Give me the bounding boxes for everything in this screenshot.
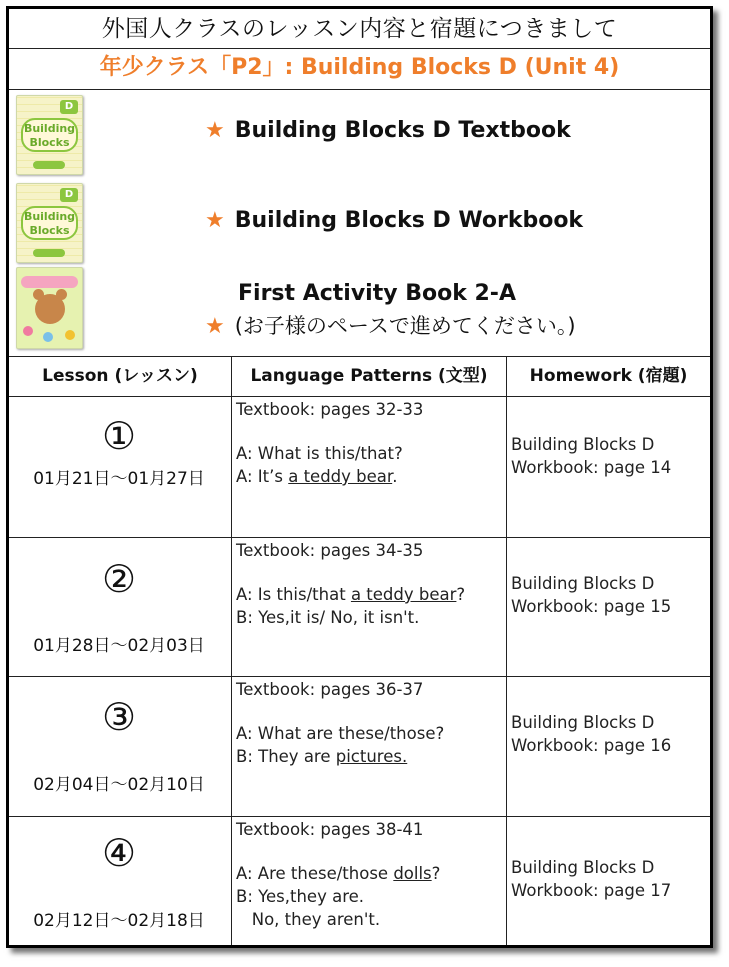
divider [9, 89, 710, 90]
cover-logo: Building Blocks [21, 118, 78, 152]
flower-icon [43, 332, 53, 342]
cover-badge [33, 249, 65, 257]
table-header-border [9, 396, 710, 397]
textbook-pages: Textbook: pages 32-33 [236, 400, 424, 419]
pattern-line: A: Are these/those [236, 864, 394, 883]
star-icon: ★ [205, 208, 225, 233]
pattern-line: A: What are these/those? [236, 724, 445, 743]
star-icon: ★ [205, 314, 225, 339]
handout-frame [6, 6, 713, 948]
building-blocks-workbook-cover [16, 183, 83, 263]
first-activity-book-cover [16, 267, 83, 349]
homework-book: Building Blocks D [511, 435, 655, 454]
column-divider [506, 356, 507, 945]
header-lesson: Lesson (レッスン) [42, 366, 198, 386]
column-divider [231, 356, 232, 945]
book-item-textbook [205, 118, 571, 143]
cover-tab: D [60, 188, 78, 202]
table-row-border [9, 676, 710, 677]
pattern-line: B: They are [236, 747, 336, 766]
lesson-number: ② [101, 557, 137, 601]
teddy-bear-icon [35, 294, 65, 324]
homework-cell [511, 856, 671, 902]
flower-icon [23, 326, 33, 336]
homework-book: Building Blocks D [511, 574, 655, 593]
pattern-underlined: dolls [393, 864, 432, 883]
lesson-date: 02月04日〜02月10日 [33, 775, 205, 795]
table-row-border [9, 816, 710, 817]
book-item-activity [205, 281, 576, 340]
lesson-date: 01月21日〜01月27日 [33, 469, 205, 489]
textbook-pages: Textbook: pages 34-35 [236, 541, 424, 560]
lesson-number: ① [101, 414, 137, 458]
class-subtitle: 年少クラス「P2」: Building Blocks D (Unit 4) [99, 55, 620, 80]
page-title: 外国人クラスのレッスン内容と宿題につきまして [101, 16, 618, 42]
pattern-line: A: Is this/that [236, 585, 351, 604]
star-icon: ★ [205, 118, 225, 143]
pattern-line: B: Yes,they are. [236, 887, 365, 906]
textbook-pages: Textbook: pages 36-37 [236, 680, 424, 699]
flower-icon [65, 330, 75, 340]
book-label: Building Blocks D Textbook [234, 118, 571, 143]
pattern-line: No, they aren't. [236, 910, 381, 929]
book-label: Building Blocks D Workbook [234, 208, 584, 233]
homework-cell [511, 433, 671, 479]
homework-page: Workbook: page 17 [511, 881, 672, 900]
header-homework: Homework (宿題) [529, 366, 688, 386]
homework-book: Building Blocks D [511, 858, 655, 877]
homework-cell [511, 572, 671, 618]
pattern-line: A: What is this/that? [236, 444, 403, 463]
language-patterns-cell [236, 539, 465, 629]
cover-logo: Building Blocks [21, 206, 78, 240]
book-note: (お子様のペースで進めてください。) [234, 314, 576, 338]
building-blocks-textbook-cover [16, 95, 83, 175]
table-row-border [9, 537, 710, 538]
textbook-pages: Textbook: pages 38-41 [236, 820, 424, 839]
cover-badge [33, 161, 65, 169]
pattern-line: B: Yes,it is/ No, it isn't. [236, 608, 420, 627]
pattern-line: ? [456, 585, 466, 604]
pattern-underlined: pictures. [335, 747, 408, 766]
lesson-date: 01月28日〜02月03日 [33, 636, 205, 656]
homework-book: Building Blocks D [511, 713, 655, 732]
pattern-line: ? [431, 864, 441, 883]
book-label: First Activity Book 2-A [238, 281, 516, 306]
language-patterns-cell [236, 398, 423, 488]
language-patterns-cell [236, 818, 440, 931]
cover-tab: D [60, 100, 78, 114]
homework-page: Workbook: page 15 [511, 597, 672, 616]
pattern-underlined: a teddy bear [350, 585, 457, 604]
lesson-date: 02月12日〜02月18日 [33, 911, 205, 931]
homework-page: Workbook: page 16 [511, 736, 672, 755]
lesson-number: ④ [101, 831, 137, 875]
homework-cell [511, 711, 671, 757]
book-item-workbook [205, 208, 583, 233]
pattern-line: . [392, 467, 398, 486]
cover-banner [21, 276, 78, 288]
language-patterns-cell [236, 678, 444, 768]
pattern-underlined: a teddy bear [288, 467, 393, 486]
pattern-line: A: It’s [236, 467, 289, 486]
lesson-number: ③ [101, 695, 137, 739]
header-language-patterns: Language Patterns (文型) [250, 366, 488, 386]
homework-page: Workbook: page 14 [511, 458, 672, 477]
